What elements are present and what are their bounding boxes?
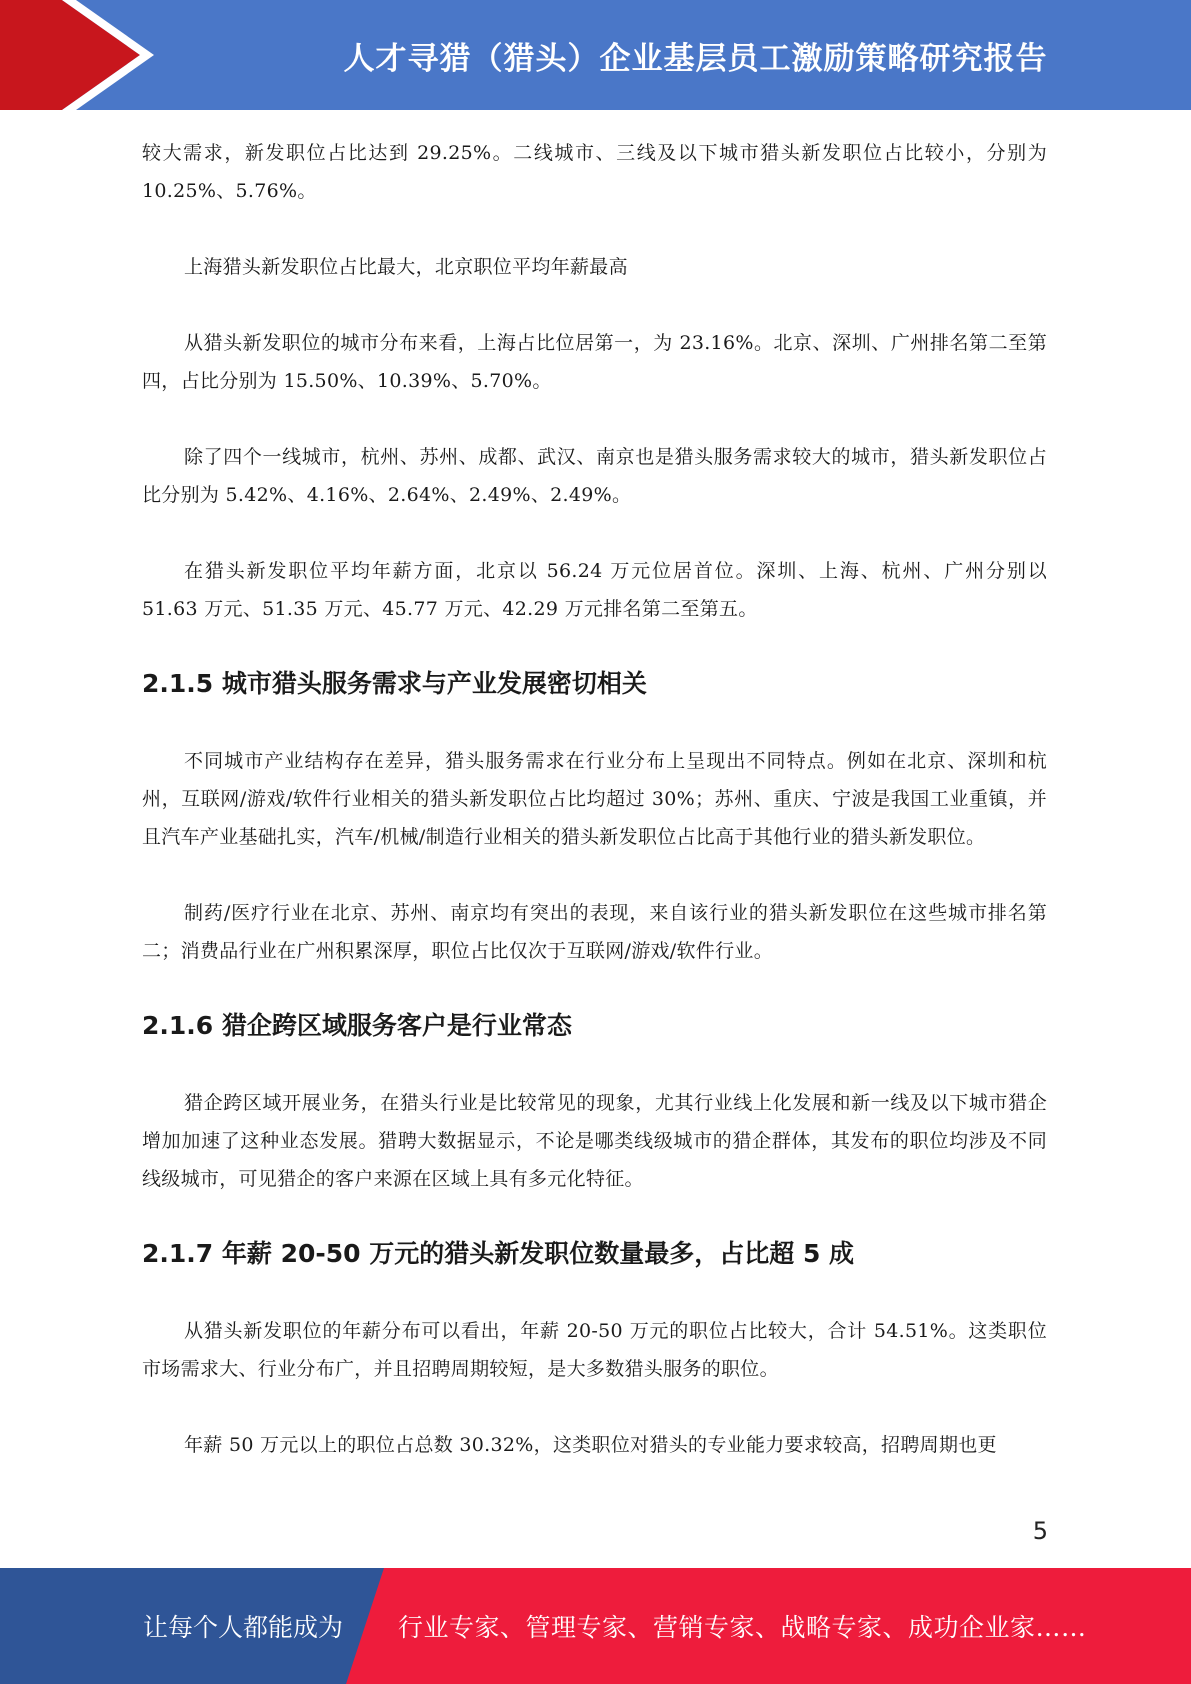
page-footer — [0, 1568, 1191, 1684]
section-heading-2-1-5: 2.1.5 城市猎头服务需求与产业发展密切相关 — [142, 669, 647, 698]
header-red-arrow — [0, 0, 140, 110]
footer-slogan-right: 行业专家、管理专家、营销专家、战略专家、成功企业家…… — [398, 1613, 1087, 1642]
paragraph: 猎企跨区域开展业务，在猎头行业是比较常见的现象，尤其行业线上化发展和新一线及以下城市猎企增加加速了这种业态发展。猎聘大数据显示，不论是哪类线级城市的猎企群体，其发布的职位均涉及不同线级城市，可见猎企的客户来源在区域上具有多元化特征。 — [142, 1092, 1047, 1190]
paragraph: 不同城市产业结构存在差异，猎头服务需求在行业分布上呈现出不同特点。例如在北京、深圳和杭州，互联网/游戏/软件行业相关的猎头新发职位占比均超过 30%；苏州、重庆、宁波是我国工业重镇，并且汽车产业基础扎实，汽车/机械/制造行业相关的猎头新发职位占比高于其他行业的猎头新发职位。 — [142, 750, 1047, 848]
report-title: 人才寻猎（猎头）企业基层员工激励策略研究报告 — [343, 40, 1048, 77]
paragraph-subtitle: 上海猎头新发职位占比最大，北京职位平均年薪最高 — [184, 256, 628, 278]
paragraph-continued: 较大需求，新发职位占比达到 29.25%。二线城市、三线及以下城市猎头新发职位占比较小，分别为 10.25%、5.76%。 — [142, 142, 1047, 202]
page-number: 5 — [1032, 1517, 1048, 1545]
paragraph: 从猎头新发职位的城市分布来看，上海占比位居第一，为 23.16%。北京、深圳、广州排名第二至第四，占比分别为 15.50%、10.39%、5.70%。 — [142, 332, 1047, 392]
section-heading-2-1-6: 2.1.6 猎企跨区域服务客户是行业常态 — [142, 1011, 572, 1040]
page-content — [142, 134, 1047, 1502]
footer-slogan-left: 让每个人都能成为 — [143, 1613, 344, 1642]
paragraph: 在猎头新发职位平均年薪方面，北京以 56.24 万元位居首位。深圳、上海、杭州、广州分别以 51.63 万元、51.35 万元、45.77 万元、42.29 万元排名第二至第五。 — [142, 560, 1047, 620]
paragraph: 年薪 50 万元以上的职位占总数 30.32%，这类职位对猎头的专业能力要求较高，招聘周期也更 — [184, 1434, 997, 1456]
section-heading-2-1-7: 2.1.7 年薪 20-50 万元的猎头新发职位数量最多，占比超 5 成 — [142, 1239, 855, 1268]
paragraph: 制药/医疗行业在北京、苏州、南京均有突出的表现，来自该行业的猎头新发职位在这些城市排名第二；消费品行业在广州积累深厚，职位占比仅次于互联网/游戏/软件行业。 — [142, 902, 1047, 962]
page-header — [0, 0, 1191, 110]
paragraph: 除了四个一线城市，杭州、苏州、成都、武汉、南京也是猎头服务需求较大的城市，猎头新发职位占比分别为 5.42%、4.16%、2.64%、2.49%、2.49%。 — [142, 446, 1047, 506]
paragraph: 从猎头新发职位的年薪分布可以看出，年薪 20-50 万元的职位占比较大，合计 54.51%。这类职位市场需求大、行业分布广，并且招聘周期较短，是大多数猎头服务的职位。 — [142, 1320, 1047, 1380]
